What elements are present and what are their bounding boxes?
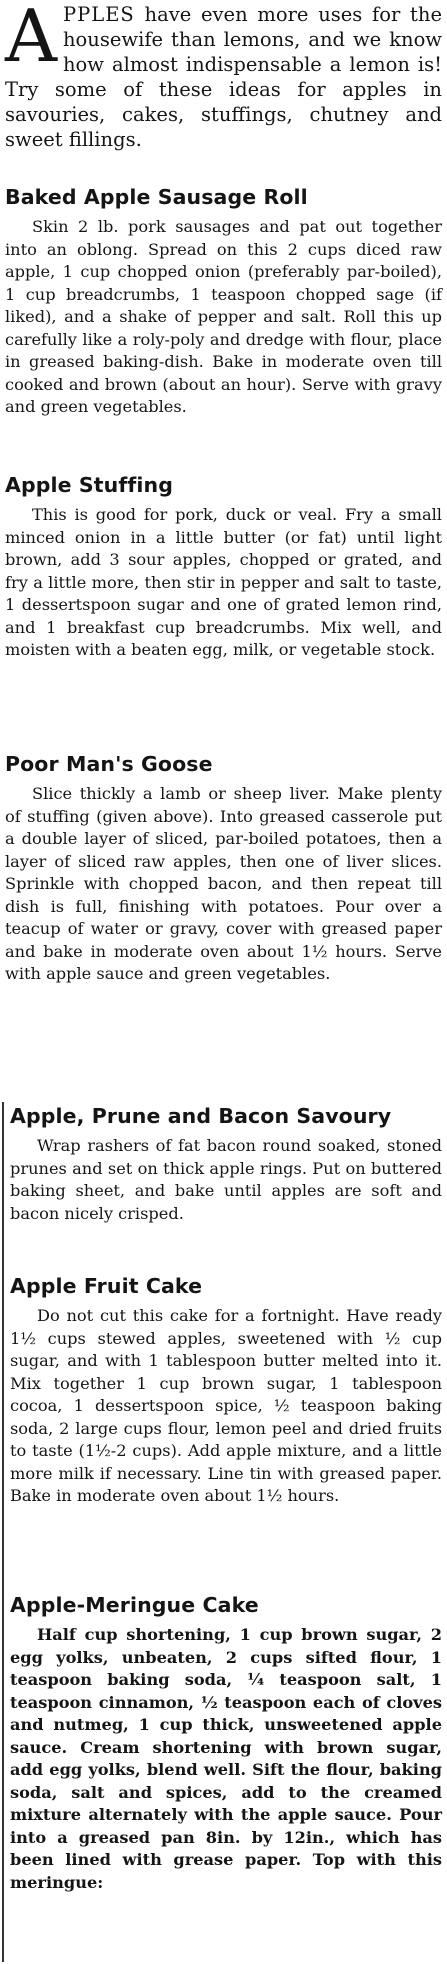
recipe-body: Slice thickly a lamb or sheep liver. Make plenty of stuffing (given above). Into greased casserole put a double layer of sliced, par-boiled potatoes, then a layer of sliced raw apples, then one of liver slices. Sprinkle with chopped bacon, and then repeat till dish is full, finishing with potatoes. Pour over a teacup of water or gravy, cover with greased paper and bake in moderate oven about 1½ hours. Serve with apple sauce and green vegetables.	[5, 784, 442, 983]
recipe-title: Apple-Meringue Cake	[10, 1593, 259, 1617]
intro-text	[5, 2, 442, 152]
recipe-title: Baked Apple Sausage Roll	[5, 185, 308, 209]
drop-cap: A	[5, 0, 57, 78]
recipe-apple-stuffing	[5, 472, 442, 662]
recipe-body: This is good for pork, duck or veal. Fry a small minced onion in a little butter (or fat) until light brown, add 3 sour apples, chopped or grated, and fry a little more, then stir in pepper and salt to taste, 1 dessertspoon sugar and one of grated lemon rind, and 1 breakfast cup breadcrumbs. Mix well, and moisten with a beaten egg, milk, or vegetable stock.	[5, 505, 442, 659]
recipe-apple-meringue-cake	[10, 1592, 442, 1894]
intro-caps: PPLES	[63, 3, 135, 26]
intro-paragraph	[5, 2, 442, 152]
recipe-title: Apple Fruit Cake	[10, 1274, 203, 1298]
recipe-title: Apple Stuffing	[5, 473, 173, 497]
recipe-poor-mans-goose	[5, 751, 442, 986]
recipe-body: Skin 2 lb. pork sausages and pat out together into an oblong. Spread on this 2 cups diced raw apple, 1 cup chopped onion (preferably par-boiled), 1 cup breadcrumbs, 1 teaspoon chopped sage (if liked), and a shake of pepper and salt. Roll this up carefully like a roly-poly and dredge with flour, place in greased baking-dish. Bake in moderate oven till cooked and brown (about an hour). Serve with gravy and green vegetables.	[5, 217, 442, 416]
recipe-apple-fruit-cake	[10, 1273, 442, 1508]
recipe-prune-bacon	[10, 1103, 442, 1225]
recipe-body: Do not cut this cake for a fortnight. Have ready 1½ cups stewed apples, sweetened with ½ cup sugar, and with 1 tablespoon butter melted into it. Mix together 1 cup brown sugar, 1 tablespoon cocoa, 1 dessertspoon spice, ½ teaspoon baking soda, 2 large cups flour, lemon peel and dried fruits to taste (1½-2 cups). Add apple mixture, and a little more milk if necessary. Line tin with greased paper. Bake in moderate oven about 1½ hours.	[10, 1306, 442, 1505]
recipe-sausage-roll	[5, 184, 442, 419]
recipe-title: Poor Man's Goose	[5, 752, 213, 776]
recipe-body: Wrap rashers of fat bacon round soaked, stoned prunes and set on thick apple rings. Put on buttered baking sheet, and bake until apples are soft and bacon nicely crisped.	[10, 1136, 442, 1223]
intro-body: have even more uses for the housewife than lemons, and we know how almost indispensable a lemon is! Try some of these ideas for apples in savouries, cakes, stuffings, chutney and sweet fillings.	[5, 3, 442, 151]
recipe-title: Apple, Prune and Bacon Savoury	[10, 1104, 392, 1128]
recipe-body: Half cup shortening, 1 cup brown sugar, 2 egg yolks, unbeaten, 2 cups sifted flour, 1 teaspoon baking soda, ¼ teaspoon salt, 1 teaspoon cinnamon, ½ teaspoon each of cloves and nutmeg, 1 cup thick, unsweetened apple sauce. Cream shortening with brown sugar, add egg yolks, blend well. Sift the flour, baking soda, salt and spices, add to the creamed mixture alternately with the apple sauce. Pour into a greased pan 8in. by 12in., which has been lined with grease paper. Top with this meringue:	[10, 1625, 442, 1892]
column-rule	[2, 1102, 4, 1962]
